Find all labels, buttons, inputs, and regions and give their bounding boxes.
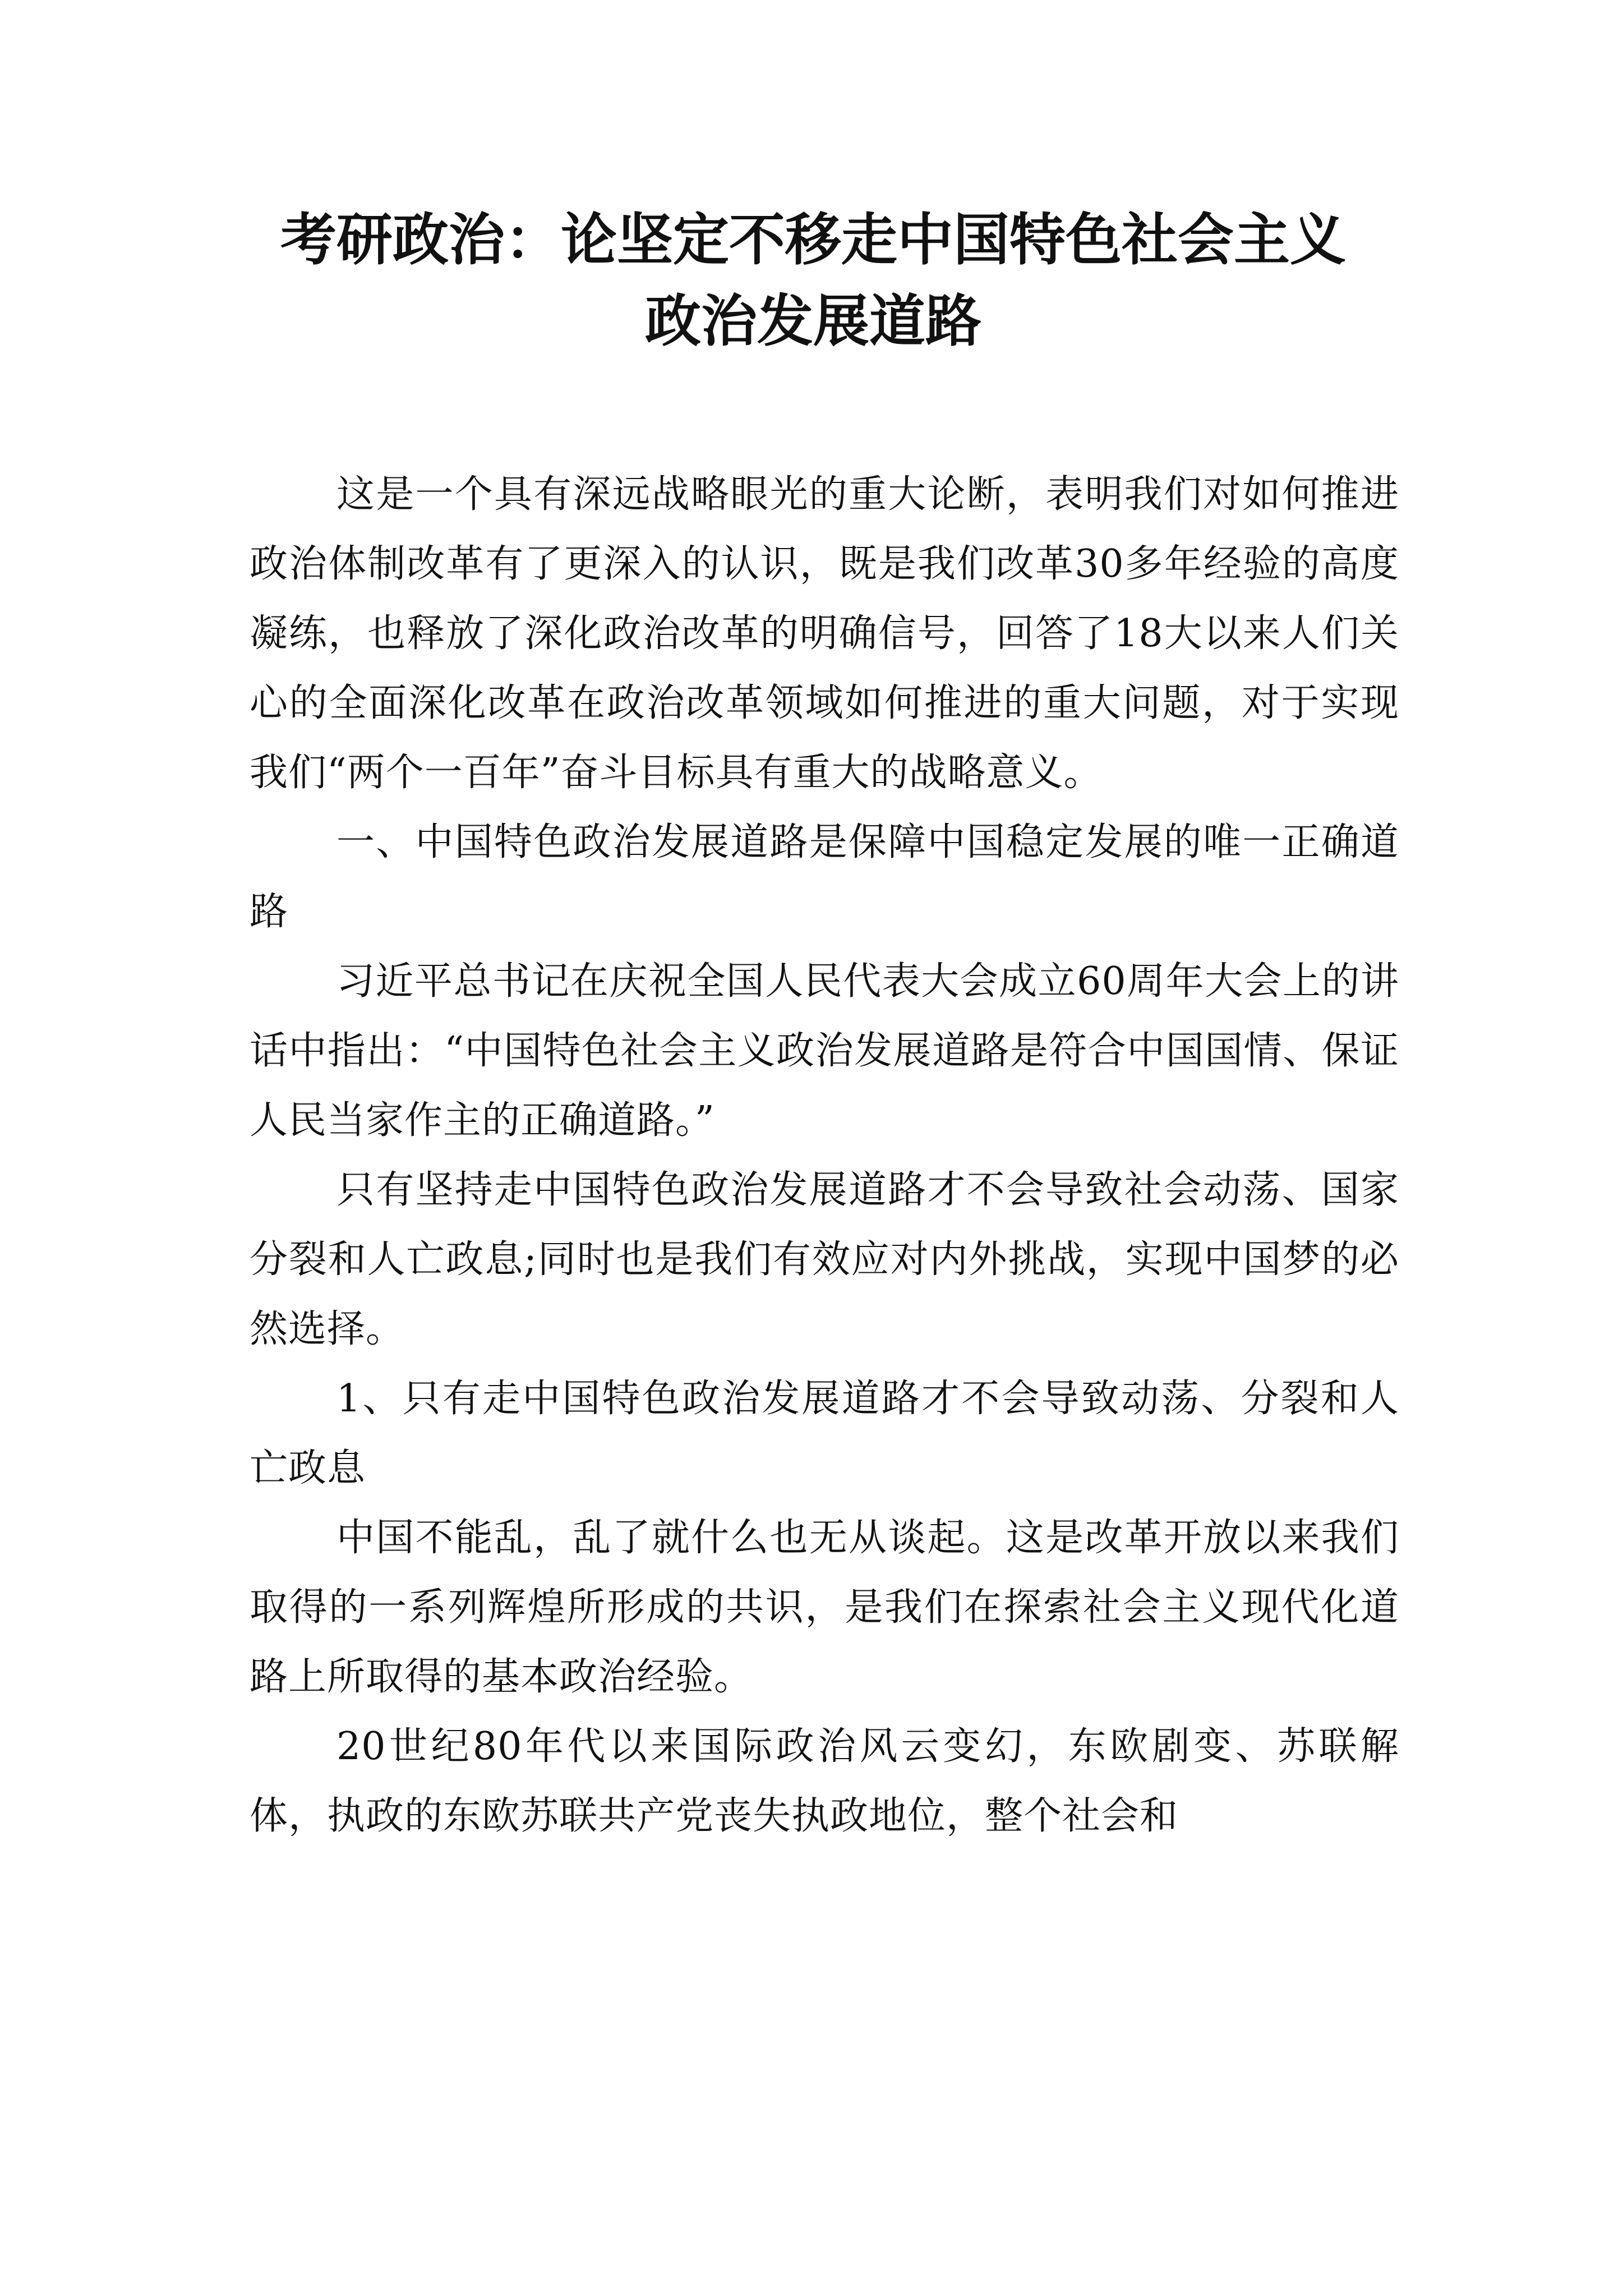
document-body xyxy=(250,460,1399,1851)
paragraph-quote: 习近平总书记在庆祝全国人民代表大会成立60周年大会上的讲话中指出：“中国特色社会主义政治发展道路是符合中国国情、保证人民当家作主的正确道路。” xyxy=(250,959,1399,1143)
document-title xyxy=(224,199,1402,362)
title-line-1: 考研政治：论坚定不移走中国特色社会主义 xyxy=(280,207,1346,273)
paragraph-history: 20世纪80年代以来国际政治风云变幻，东欧剧变、苏联解体，执政的东欧苏联共产党丧失执政地位，整个社会和 xyxy=(250,1724,1399,1838)
title-line-2: 政治发展道路 xyxy=(645,288,981,354)
paragraph-stability: 中国不能乱，乱了就什么也无从谈起。这是改革开放以来我们取得的一系列辉煌所形成的共识，是我们在探索社会主义现代化道路上所取得的基本政治经验。 xyxy=(250,1516,1399,1699)
section-heading-1: 一、中国特色政治发展道路是保障中国稳定发展的唯一正确道路 xyxy=(250,820,1399,934)
paragraph-necessity: 只有坚持走中国特色政治发展道路才不会导致社会动荡、国家分裂和人亡政息;同时也是我们有效应对内外挑战，实现中国梦的必然选择。 xyxy=(250,1168,1399,1351)
subsection-heading-1: 1、只有走中国特色政治发展道路才不会导致动荡、分裂和人亡政息 xyxy=(250,1377,1399,1490)
paragraph-intro: 这是一个具有深远战略眼光的重大论断，表明我们对如何推进政治体制改革有了更深入的认识，既是我们改革30多年经验的高度凝练，也释放了深化政治改革的明确信号，回答了18大以来人们关心的全面深化改革在政治改革领域如何推进的重大问题，对于实现我们“两个一百年”奋斗目标具有重大的战略意义。 xyxy=(250,472,1399,795)
